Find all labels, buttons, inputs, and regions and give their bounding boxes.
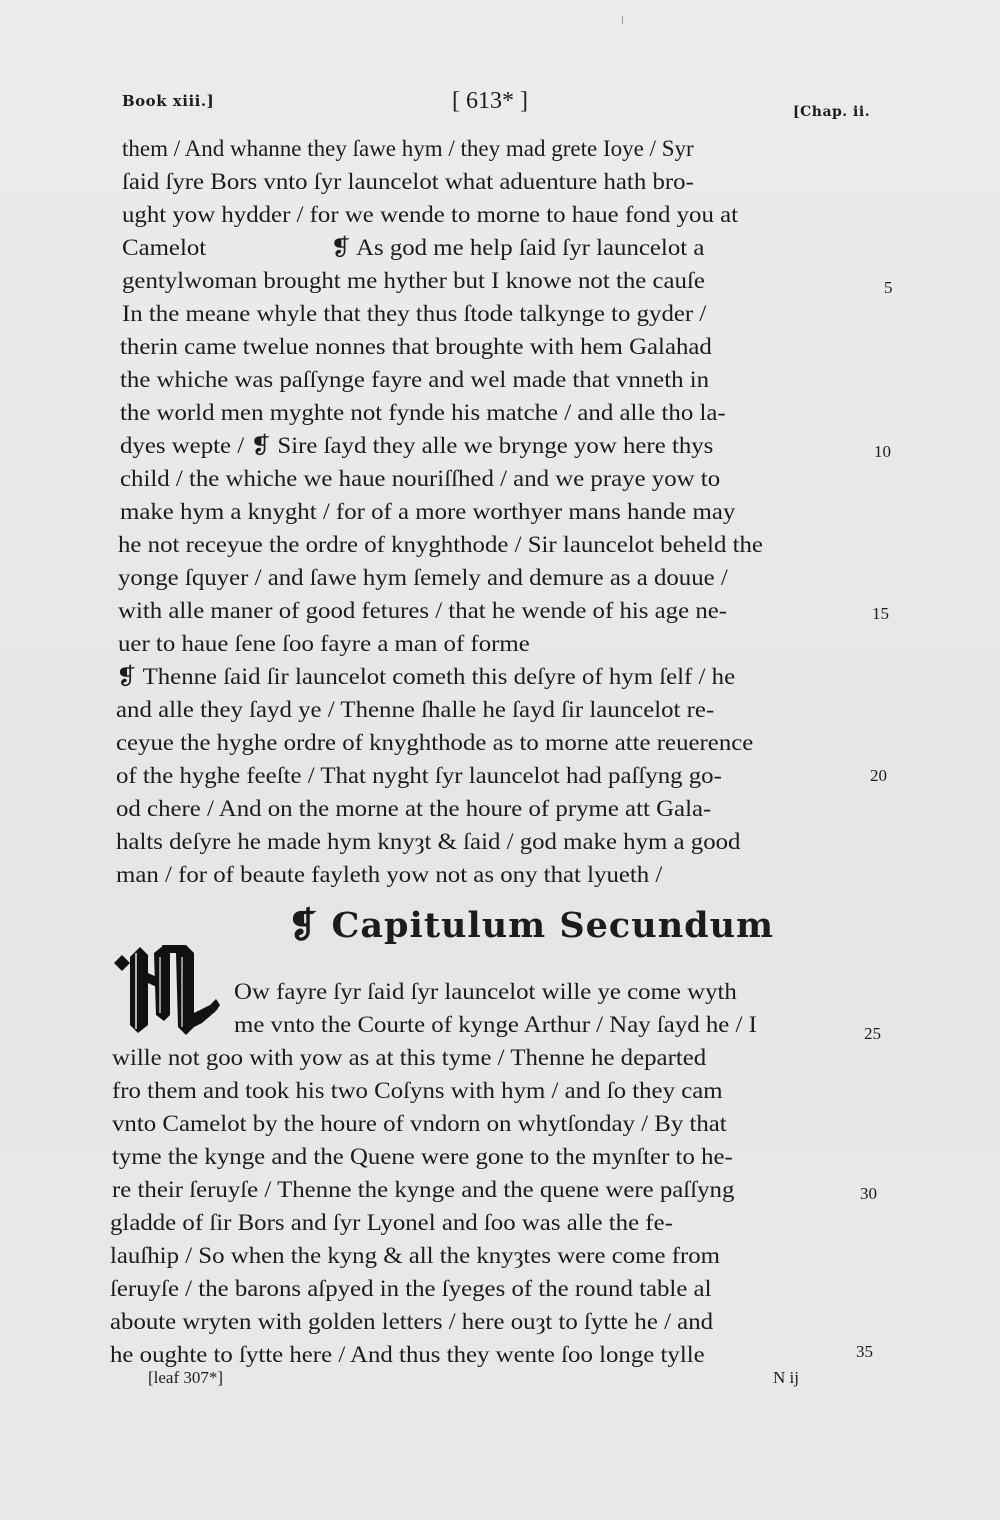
- text-line: gentylwoman brought me hyther but I knowe not the cauſe: [122, 268, 705, 293]
- text-line: od chere / And on the morne at the houre of pryme att Gala-: [116, 796, 712, 821]
- text-line: man / for of beaute fayleth yow not as ony that lyueth /: [116, 862, 663, 887]
- text-line: of the hyghe feeſte / That nyght ſyr launcelot had paſſyng go-: [116, 763, 722, 788]
- text-line: ſeruyſe / the barons aſpyed in the ſyeges of the round table al: [110, 1276, 712, 1301]
- text-line: halts deſyre he made hym knyȝt & ſaid / god make hym a good: [116, 829, 741, 854]
- signature-mark: N ij: [773, 1368, 799, 1387]
- line-number: 15: [872, 604, 889, 623]
- text-line: tyme the kynge and the Quene were gone to the mynſter to he-: [112, 1144, 733, 1169]
- text-line: re their ſeruyſe / Thenne the kynge and the quene were paſſyng: [112, 1177, 735, 1202]
- text-line: fro them and took his two Coſyns with hym / and ſo they cam: [112, 1078, 723, 1103]
- text-line: child / the whiche we haue nouriſſhed / and we praye yow to: [120, 466, 721, 491]
- running-head-chapter: [Chap. ii.: [793, 104, 871, 120]
- text-line: the whiche was paſſynge fayre and wel made that vnneth in: [120, 367, 710, 392]
- text-line: ❡ Thenne ſaid ſir launcelot cometh this deſyre of hym ſelf / he: [116, 664, 736, 689]
- text-line: lauſhip / So when the kyng & all the knyȝtes were come from: [110, 1243, 720, 1268]
- text-line: In the meane whyle that they thus ſtode talkynge to gyder /: [122, 301, 707, 326]
- text-line: he not receyue the ordre of knyghthode / Sir launcelot beheld the: [118, 532, 763, 557]
- text-line: with alle maner of good fetures / that he wende of his age ne-: [118, 598, 728, 623]
- paper-speck: [622, 16, 623, 24]
- text-line: ught yow hydder / for we wende to morne to haue fond you at: [122, 202, 739, 227]
- text-line: yonge ſquyer / and ſawe hym ſemely and demure as a douue /: [118, 565, 728, 590]
- text-line: Ow fayre ſyr ſaid ſyr launcelot wille ye come wyth: [234, 979, 737, 1004]
- line-number: 30: [860, 1184, 877, 1203]
- line-number: 10: [874, 442, 891, 461]
- text-line: therin came twelue nonnes that broughte with hem Galahad: [120, 334, 712, 359]
- text-line: aboute wryten with golden letters / here ouȝt to ſytte he / and: [110, 1309, 714, 1334]
- text-line: ſaid ſyre Bors vnto ſyr launcelot what aduenture hath bro-: [122, 169, 694, 194]
- text-line: vnto Camelot by the houre of vndorn on whytſonday / By that: [112, 1111, 727, 1136]
- line-number: 35: [856, 1342, 873, 1361]
- line-number: 25: [864, 1024, 881, 1043]
- text-line: the world men myghte not fynde his matche / and alle tho la-: [120, 400, 726, 425]
- line-number: 20: [870, 766, 887, 785]
- leaf-note: [leaf 307*]: [148, 1368, 224, 1387]
- line-number: 5: [884, 278, 893, 297]
- text-line: dyes wepte / ❡ Sire ſayd they alle we brynge yow here thys: [120, 433, 714, 458]
- text-line: Camelot ❡ As god me help ſaid ſyr launcelot a: [122, 235, 705, 260]
- drop-cap-initial: [112, 943, 230, 1035]
- text-line: he oughte to ſytte here / And thus they wente ſoo longe tylle: [110, 1342, 705, 1367]
- text-line: make hym a knyght / for of a more worthyer mans hande may: [120, 499, 736, 524]
- text-line: ceyue the hyghe ordre of knyghthode as to morne atte reuerence: [116, 730, 754, 755]
- chapter-heading: ❡ Capitulum Secundum: [288, 905, 775, 946]
- text-line: them / And whanne they ſawe hym / they mad grete Ioye / Syr: [122, 136, 694, 161]
- running-head-book: Book xiii.]: [122, 92, 215, 110]
- text-line: and alle they ſayd ye / Thenne ſhalle he ſayd ſir launcelot re-: [116, 697, 715, 722]
- text-line: gladde of ſir Bors and ſyr Lyonel and ſoo was alle the fe-: [110, 1210, 673, 1235]
- text-line: uer to haue ſene ſoo fayre a man of forme: [118, 631, 530, 656]
- text-line: me vnto the Courte of kynge Arthur / Nay ſayd he / I: [234, 1012, 757, 1037]
- text-line: wille not goo with yow as at this tyme / Thenne he departed: [112, 1045, 707, 1070]
- page-number: [ 613* ]: [452, 88, 528, 114]
